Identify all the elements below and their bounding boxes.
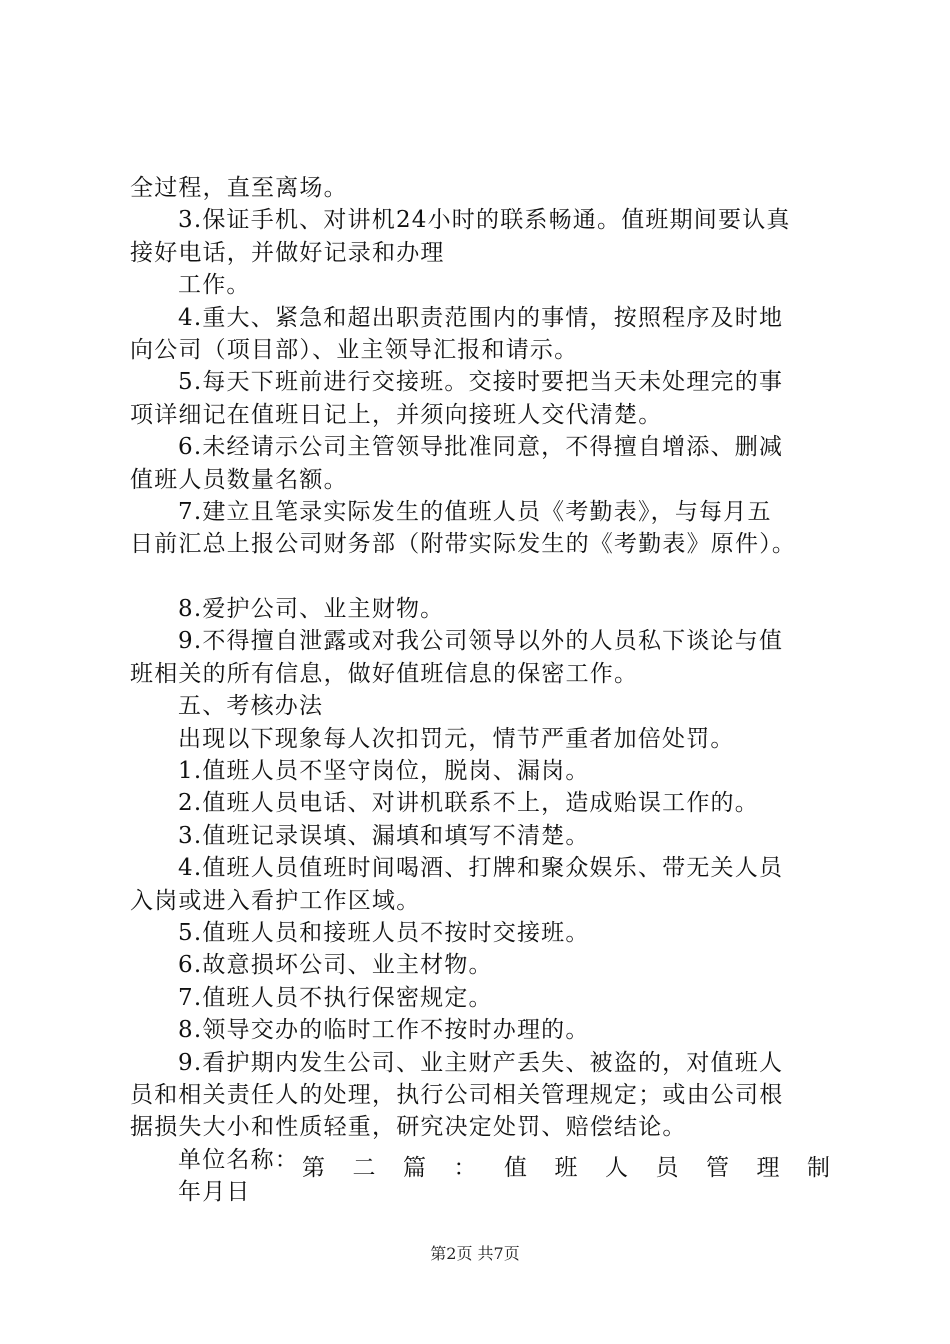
text-line: 值班人员数量名额。	[130, 466, 348, 493]
text-line: 项详细记在值班日记上，并须向接班人交代清楚。	[130, 401, 663, 428]
text-line: 全过程，直至离场。	[130, 175, 348, 201]
text-line: 8.领导交办的临时工作不按时办理的。	[178, 1017, 590, 1044]
text-line: 单位名称：	[178, 1146, 299, 1173]
text-line: 向公司（项目部）、业主领导汇报和请示。	[130, 336, 579, 363]
heading-char: 第	[302, 1155, 325, 1181]
heading-char: 人	[605, 1155, 628, 1181]
text-line: 4.重大、紧急和超出职责范围内的事情，按照程序及时地	[178, 304, 784, 331]
text-line: 7.建立且笔录实际发生的值班人员《考勤表》，与每月五	[178, 498, 772, 525]
text-line: 员和相关责任人的处理，执行公司相关管理规定；或由公司根	[130, 1081, 784, 1108]
text-line: 年月日	[178, 1179, 251, 1206]
text-line: 9.看护期内发生公司、业主财产丢失、被盗的，对值班人	[178, 1049, 784, 1076]
heading-char: 理	[756, 1155, 780, 1181]
text-line: 6.未经请示公司主管领导批准同意，不得擅自增添、删减	[178, 434, 784, 461]
heading-char: ：	[453, 1155, 477, 1181]
text-line: 7.值班人员不执行保密规定。	[178, 984, 493, 1011]
text-line: 接好电话，并做好记录和办理	[130, 239, 445, 266]
text-line: 3.保证手机、对讲机24小时的联系畅通。值班期间要认真	[178, 207, 791, 234]
page-footer: 第2页 共7页	[430, 1244, 520, 1263]
text-line: 3.值班记录误填、漏填和填写不清楚。	[178, 822, 590, 849]
text-line	[130, 561, 840, 593]
heading-char: 二	[352, 1155, 376, 1181]
text-line: 日前汇总上报公司财务部（附带实际发生的《考勤表》原件）。	[130, 531, 797, 558]
text-line: 6.故意损坏公司、业主材物。	[178, 952, 493, 979]
heading-char: 班	[554, 1155, 578, 1181]
text-line: 班相关的所有信息，做好值班信息的保密工作。	[130, 660, 639, 687]
text-line: 9.不得擅自泄露或对我公司领导以外的人员私下谈论与值	[178, 628, 784, 655]
text-line: 2.值班人员电话、对讲机联系不上，造成贻误工作的。	[178, 790, 759, 817]
text-line: 4.值班人员值班时间喝酒、打牌和聚众娱乐、带无关人员	[178, 855, 784, 882]
text-line: 5.每天下班前进行交接班。交接时要把当天未处理完的事	[178, 369, 784, 396]
heading-char: 员	[655, 1155, 679, 1181]
text-line: 出现以下现象每人次扣罚元，情节严重者加倍处罚。	[178, 725, 735, 752]
text-line: 5.值班人员和接班人员不按时交接班。	[178, 919, 590, 946]
text-line: 8.爱护公司、业主财物。	[178, 596, 445, 623]
document-body	[130, 172, 840, 1209]
text-line: 五、考核办法	[178, 693, 324, 720]
heading-char: 制	[807, 1155, 830, 1181]
heading-char: 值	[504, 1155, 527, 1181]
text-line: 据损失大小和性质轻重，研究决定处罚、赔偿结论。	[130, 1114, 687, 1141]
next-section-heading	[302, 1152, 830, 1184]
heading-char: 管	[706, 1155, 729, 1181]
text-line: 工作。	[178, 272, 251, 299]
text-line: 1.值班人员不坚守岗位，脱岗、漏岗。	[178, 758, 590, 785]
heading-char: 篇	[403, 1155, 426, 1181]
text-line: 入岗或进入看护工作区域。	[130, 887, 421, 914]
